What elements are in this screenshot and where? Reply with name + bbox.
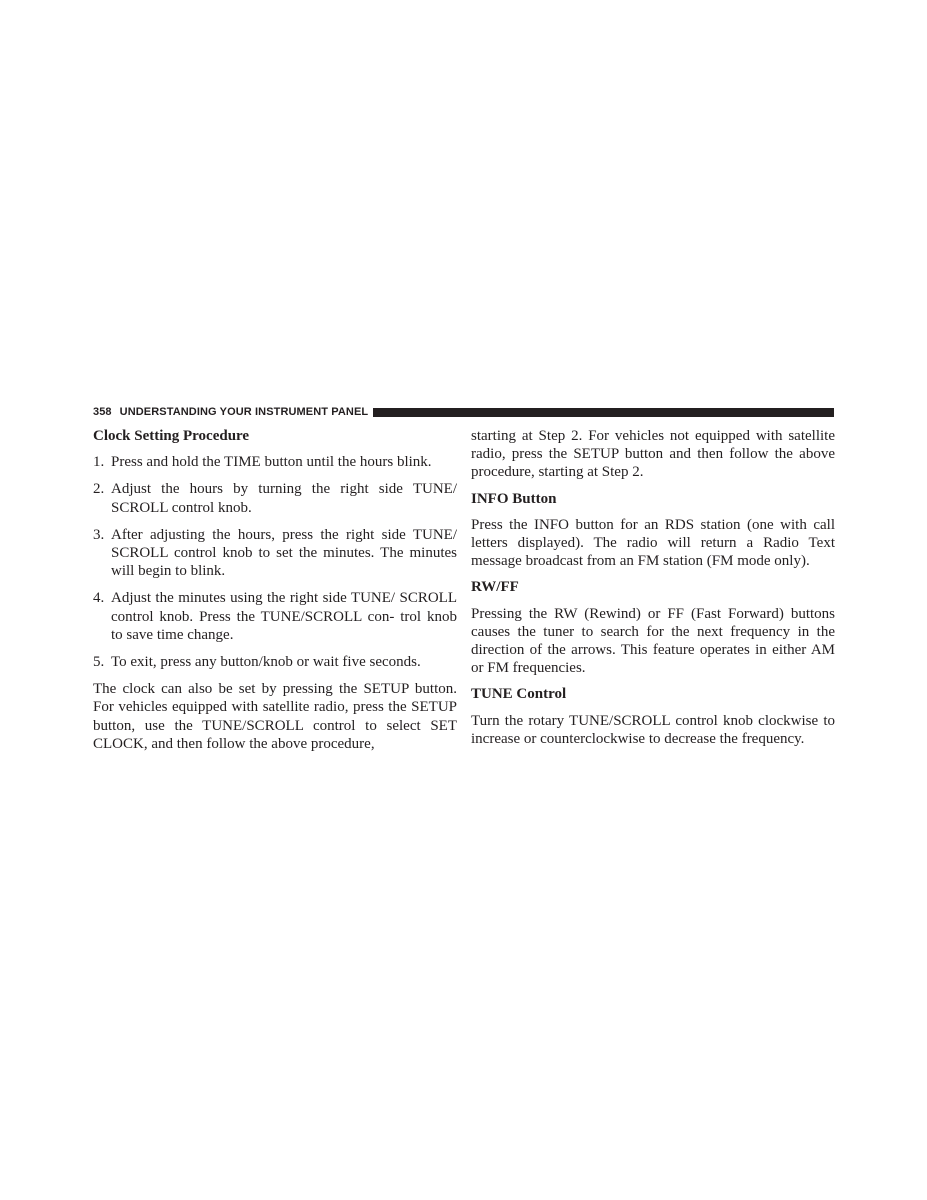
header-rule bbox=[373, 408, 834, 417]
step-text: Adjust the minutes using the right side TUNE/ SCROLL control knob. Press the TUNE/SCROLL con- trol knob to save time change. bbox=[111, 590, 457, 643]
page-header bbox=[93, 405, 834, 419]
continuation-paragraph: starting at Step 2. For vehicles not equipped with satellite radio, press the SETUP button and then follow the above procedure, starting at Step 2. bbox=[471, 428, 835, 481]
step-number: 4. bbox=[93, 590, 105, 607]
running-section-title: UNDERSTANDING YOUR INSTRUMENT PANEL bbox=[119, 406, 369, 418]
page-number: 358 bbox=[93, 406, 112, 418]
step-text: After adjusting the hours, press the right side TUNE/ SCROLL control knob to set the minutes. The minutes will begin to blink. bbox=[111, 526, 457, 580]
rw-ff-heading: RW/FF bbox=[471, 579, 519, 596]
step-number: 3. bbox=[93, 526, 105, 543]
left-column bbox=[93, 427, 457, 761]
right-column bbox=[471, 427, 835, 756]
tune-control-paragraph: Turn the rotary TUNE/SCROLL control knob clockwise to increase or counterclockwise to decrease the frequency. bbox=[471, 712, 835, 747]
list-item bbox=[93, 589, 457, 644]
step-text: Press and hold the TIME button until the hours blink. bbox=[111, 454, 432, 471]
clock-setting-heading: Clock Setting Procedure bbox=[93, 428, 250, 444]
step-text: To exit, press any button/knob or wait five seconds. bbox=[111, 654, 421, 671]
step-text: Adjust the hours by turning the right side TUNE/ SCROLL control knob. bbox=[111, 481, 457, 516]
list-item bbox=[93, 453, 457, 471]
list-item bbox=[93, 653, 457, 671]
step-number: 5. bbox=[93, 654, 105, 671]
list-item bbox=[93, 480, 457, 516]
list-item bbox=[93, 526, 457, 581]
info-button-paragraph: Press the INFO button for an RDS station (one with call letters displayed). The radio will return a Radio Text message broadcast from an FM station (FM mode only). bbox=[471, 516, 835, 570]
step-number: 2. bbox=[93, 481, 105, 498]
clock-steps-list bbox=[93, 453, 457, 671]
step-number: 1. bbox=[93, 454, 105, 471]
info-button-heading: INFO Button bbox=[471, 490, 557, 507]
tune-control-heading: TUNE Control bbox=[471, 686, 567, 703]
setup-button-paragraph: The clock can also be set by pressing the SETUP button. For vehicles equipped with satellite radio, press the SETUP button, use the TUNE/SCROLL control to select SET CLOCK, and then follow the above procedure, bbox=[93, 681, 457, 752]
rw-ff-paragraph: Pressing the RW (Rewind) or FF (Fast Forward) buttons causes the tuner to search for the next frequency in the direction of the arrows. This feature operates in either AM or FM frequencies. bbox=[471, 605, 835, 677]
